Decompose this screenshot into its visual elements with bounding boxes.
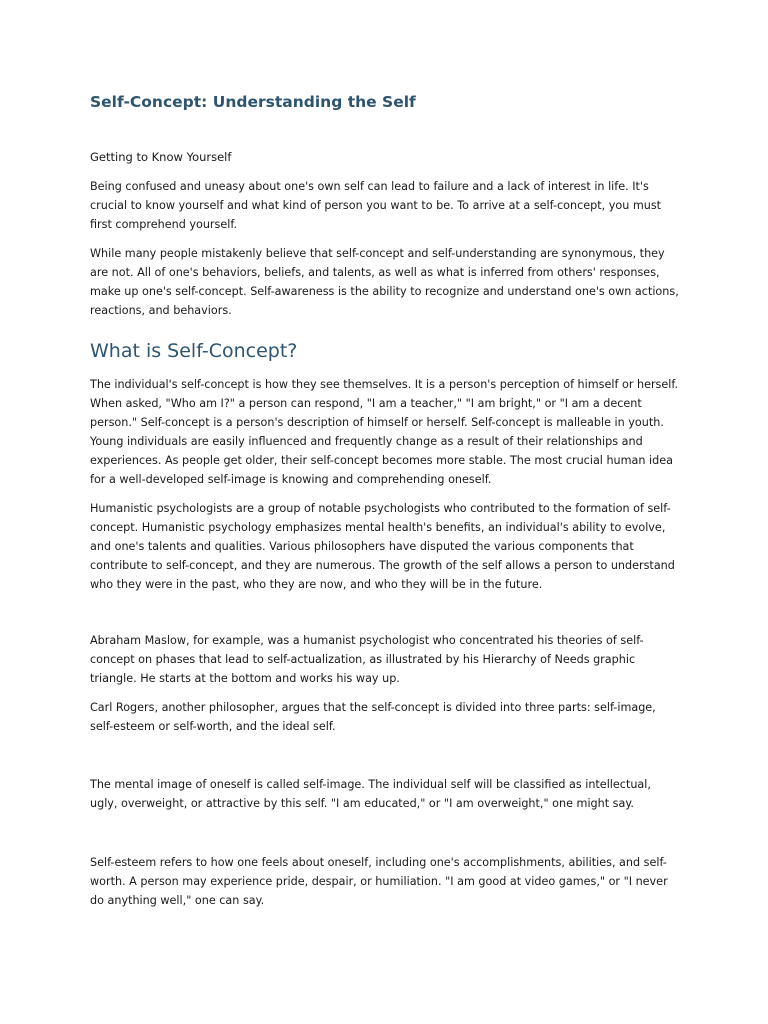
paragraph: Abraham Maslow, for example, was a humanist psychologist who concentrated his theories of self-concept on phases that lead to self-actualization, as illustrated by his Hierarchy of Needs graphic triangle. He starts at the bottom and works his way up. [90, 634, 644, 685]
paragraph: While many people mistakenly believe that self-concept and self-understanding are synonymous, they are not. All of one's behaviors, beliefs, and talents, as well as what is inferred from others' responses, make up one's self-concept. Self-awareness is the ability to recognize and understand one's own actions, reactions, and behaviors. [90, 247, 679, 317]
paragraph: Self-esteem refers to how one feels about oneself, including one's accomplishments, abilities, and self-worth. A person may experience pride, despair, or humiliation. "I am good at video games," or "I never do anything well," one can say. [90, 856, 668, 907]
subheading: Getting to Know Yourself [90, 150, 232, 164]
document-title: Self-Concept: Understanding the Self [90, 93, 416, 111]
paragraph: Carl Rogers, another philosopher, argues that the self-concept is divided into three parts: self-image, self-esteem or self-worth, and the ideal self. [90, 701, 656, 733]
paragraph: Humanistic psychologists are a group of notable psychologists who contributed to the formation of self-concept. Humanistic psychology emphasizes mental health's benefits, an individual's ability to evolve, and one's talents and qualities. Various philosophers have disputed the various components that contribute to self-concept, and they are numerous. The growth of the self allows a person to understand who they were in the past, who they are now, and who they will be in the future. [90, 502, 675, 591]
paragraph: Being confused and uneasy about one's own self can lead to failure and a lack of interest in life. It's crucial to know yourself and what kind of person you want to be. To arrive at a self-concept, you must first comprehend yourself. [90, 180, 662, 231]
paragraph: The individual's self-concept is how they see themselves. It is a person's perception of himself or herself. When asked, "Who am I?" a person can respond, "I am a teacher," "I am bright," or "I am a decent person." Self-concept is a person's description of himself or herself. Self-concept is malleable in youth. Young individuals are easily influenced and frequently change as a result of their relationships and experiences. As people get older, their self-concept becomes more stable. The most crucial human idea for a well-developed self-image is knowing and comprehending oneself. [90, 378, 679, 486]
paragraph: The mental image of oneself is called self-image. The individual self will be classified as intellectual, ugly, overweight, or attractive by this self. "I am educated," or "I am overweight," one might say. [90, 778, 651, 810]
section-heading: What is Self-Concept? [90, 340, 298, 362]
